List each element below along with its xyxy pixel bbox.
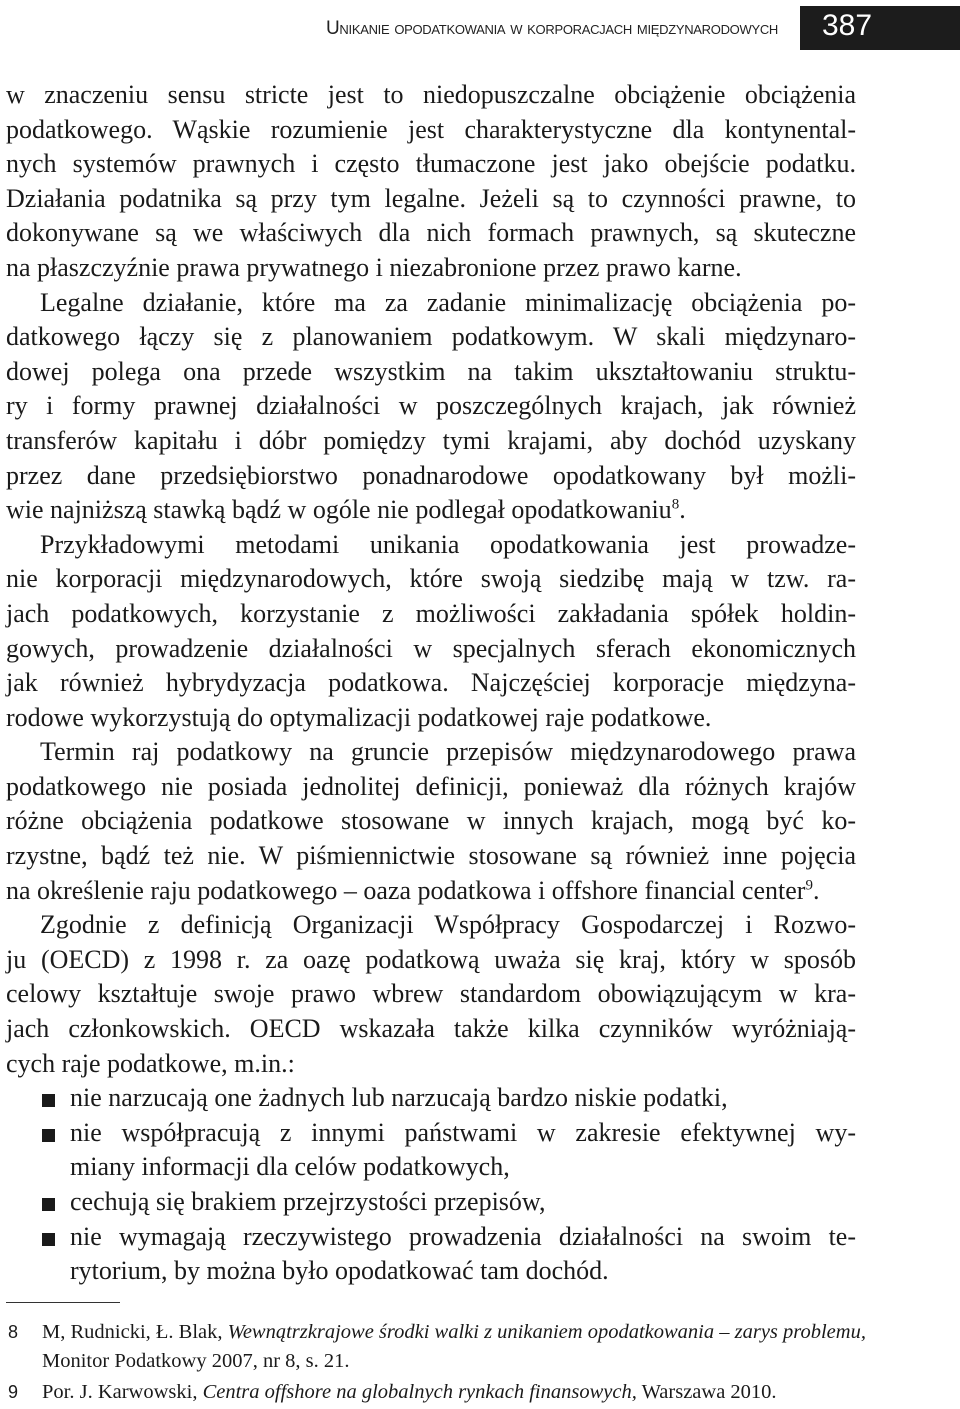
text-line: podatkowego nie posiada jednolitej definicji, ponieważ dla różnych krajów xyxy=(6,771,856,801)
square-bullet-icon xyxy=(42,1094,55,1107)
square-bullet-icon xyxy=(42,1233,55,1246)
footnote-9 xyxy=(6,1378,906,1407)
paragraph-5 xyxy=(6,908,856,1081)
list-item xyxy=(6,1185,856,1220)
footnotes xyxy=(6,1318,906,1407)
text-line: rytorium, by można było opodatkować tam dochód. xyxy=(70,1256,609,1286)
footnote-title: Centra offshore na globalnych rynkach finansowych, xyxy=(202,1381,637,1403)
footnote-authors: M, Rudnicki, Ł. Blak, xyxy=(42,1321,228,1343)
text-line: jach podatkowych, korzystanie z możliwości zakładania spółek holdin- xyxy=(6,598,856,628)
text-segment: na określenie raju podatkowego – oaza podatkowa i offshore financial center xyxy=(6,875,806,905)
text-line: Działania podatnika są przy tym legalne. Jeżeli są to czynności prawne, to xyxy=(6,183,856,213)
text-line: jak również hybrydyzacja podatkowa. Najczęściej korporacje międzyna- xyxy=(6,668,856,698)
text-line: na płaszczyźnie prawa prywatnego i niezabronione przez prawo karne. xyxy=(6,252,742,282)
footnote-source: Monitor Podatkowy 2007, nr 8, s. 21. xyxy=(42,1350,350,1372)
list-item xyxy=(6,1220,856,1289)
list-item xyxy=(6,1081,856,1116)
body-text xyxy=(6,78,856,1289)
text-line: ry i formy prawnej działalności w poszczególnych krajach, jak również xyxy=(6,391,856,421)
text-line: w znaczeniu sensu stricte jest to niedopuszczalne obciążenie obciążenia xyxy=(6,80,856,109)
paragraph-4 xyxy=(6,735,856,908)
text-line: dowej polega ona przede wszystkim na takim ukształtowaniu struktu- xyxy=(6,356,856,386)
text-line: rzystne, bądź też nie. W piśmiennictwie stosowane są również inne pojęcia xyxy=(6,841,856,871)
punctuation: . xyxy=(679,495,686,525)
footnote-title: Wewnątrzkrajowe środki walki z unikaniem opodatkowania – zarys problemu, xyxy=(227,1321,866,1343)
text-line: jach członkowskich. OECD wskazała także kilka czynników wyróżniają- xyxy=(6,1014,856,1044)
text-line: Legalne działanie, które ma za zadanie minimalizację obciążenia po- xyxy=(40,287,856,317)
text-line: nie narzucają one żadnych lub narzucają bardzo niskie podatki, xyxy=(70,1083,728,1113)
text-line: nych systemów prawnych i często tłumaczone jest jako obejście podatku. xyxy=(6,149,856,179)
text-line: datkowego łączy się z planowaniem podatkowym. W skali międzynaro- xyxy=(6,322,856,352)
footnote-source: Warszawa 2010. xyxy=(636,1381,777,1403)
paragraph-2 xyxy=(6,286,856,528)
text-line: nie korporacji międzynarodowych, które swoją siedzibę mają w tzw. ra- xyxy=(6,564,856,594)
text-line: celowy kształtuje swoje prawo wbrew standardom obowiązującym w kra- xyxy=(6,979,856,1009)
running-head xyxy=(0,6,960,50)
text-line: cechują się brakiem przejrzystości przepisów, xyxy=(70,1187,546,1216)
paragraph-1 xyxy=(6,78,856,286)
text-line: nie współpracują z innymi państwami w zakresie efektywnej wy- xyxy=(70,1117,856,1147)
text-line: cych raje podatkowe, m.in.: xyxy=(6,1048,295,1078)
text-line: rodowe wykorzystują do optymalizacji podatkowej raje podatkowe. xyxy=(6,702,712,732)
bullet-list xyxy=(6,1081,856,1289)
text-line: różne obciążenia podatkowe stosowane w innych krajach, mogą być ko- xyxy=(6,806,856,836)
text-line: ju (OECD) z 1998 r. za oazę podatkową uważa się kraj, który w sposób xyxy=(6,944,856,974)
text-line: miany informacji dla celów podatkowych, xyxy=(70,1152,510,1182)
footnote-number: 9 xyxy=(8,1382,19,1402)
text-line: transferów kapitału i dóbr pomiędzy tymi krajami, aby dochód uzyskany xyxy=(6,425,856,455)
text-line xyxy=(6,493,856,528)
punctuation: . xyxy=(812,875,820,905)
text-line: gowych, prowadzenie działalności w specjalnych sferach ekonomicznych xyxy=(6,633,856,663)
text-line: przez dane przedsiębiorstwo ponadnarodowe opodatkowany był możli- xyxy=(6,460,856,490)
footnote-divider xyxy=(6,1302,120,1303)
text-segment: wie najniższą stawką bądź w ogóle nie podlegał opodatkowaniu xyxy=(6,495,672,525)
text-line: Przykładowymi metodami unikania opodatkowania jest prowadze- xyxy=(40,529,856,559)
paragraph-3 xyxy=(6,528,856,736)
footnote-8 xyxy=(6,1318,906,1376)
footnote-ref-8[interactable]: 8 xyxy=(671,496,680,513)
footnote-number: 8 xyxy=(8,1322,19,1342)
list-item xyxy=(6,1116,856,1185)
page-number-box xyxy=(800,6,960,50)
page-number: 387 xyxy=(822,9,873,42)
text-line: Zgodnie z definicją Organizacji Współpracy Gospodarczej i Rozwo- xyxy=(40,910,856,940)
text-line: dokonywane są we właściwych dla nich formach prawnych, są skuteczne xyxy=(6,218,856,248)
footnote-authors: Por. J. Karwowski, xyxy=(42,1381,203,1403)
text-line: nie wymagają rzeczywistego prowadzenia działalności na swoim te- xyxy=(70,1221,856,1251)
text-line: podatkowego. Wąskie rozumienie jest charakterystyczne dla kontynental- xyxy=(6,114,856,144)
running-title: Unikanie opodatkowania w korporacjach międzynarodowych xyxy=(326,18,778,39)
square-bullet-icon xyxy=(42,1198,55,1211)
text-line: Termin raj podatkowy na gruncie przepisów międzynarodowego prawa xyxy=(40,737,856,767)
text-line xyxy=(6,874,856,909)
footnote-ref-9[interactable]: 9 xyxy=(805,877,813,893)
square-bullet-icon xyxy=(42,1129,55,1142)
